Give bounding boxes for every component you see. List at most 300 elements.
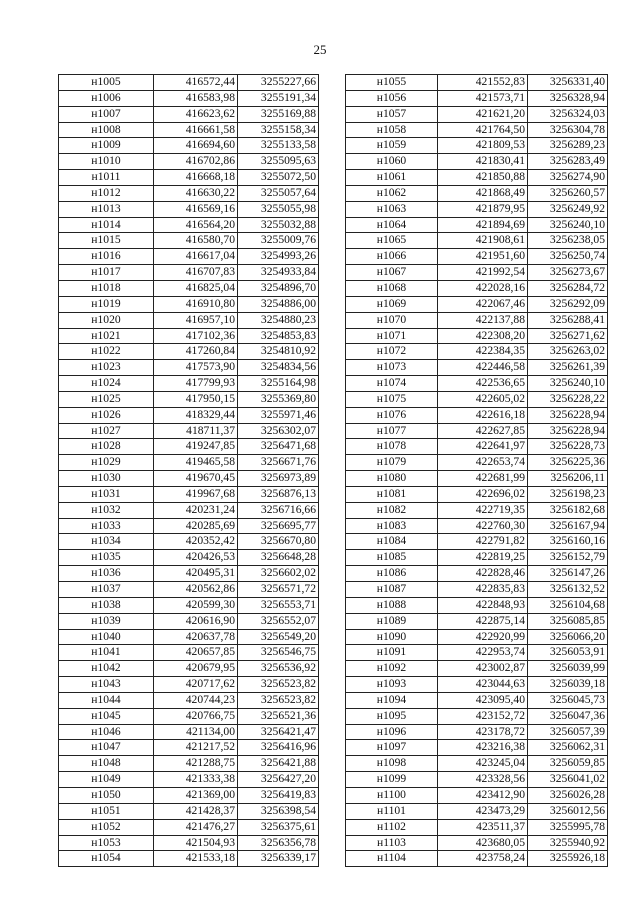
table-row bbox=[346, 201, 608, 217]
y-coordinate-cell: 3256421,88 bbox=[238, 756, 319, 772]
table-row bbox=[59, 138, 319, 154]
table-row bbox=[346, 582, 608, 598]
x-coordinate-cell: 421879,95 bbox=[438, 201, 528, 217]
x-coordinate-cell: 416668,18 bbox=[154, 170, 238, 186]
table-row bbox=[346, 296, 608, 312]
table-row bbox=[346, 217, 608, 233]
y-coordinate-cell: 3256670,80 bbox=[238, 534, 319, 550]
table-row bbox=[59, 835, 319, 851]
table-row bbox=[346, 724, 608, 740]
y-coordinate-cell: 3256695,77 bbox=[238, 518, 319, 534]
y-coordinate-cell: 3256289,23 bbox=[528, 138, 608, 154]
point-id-cell: н1067 bbox=[346, 265, 438, 281]
x-coordinate-cell: 422819,25 bbox=[438, 550, 528, 566]
y-coordinate-cell: 3255971,46 bbox=[238, 407, 319, 423]
table-row bbox=[346, 154, 608, 170]
y-coordinate-cell: 3256240,10 bbox=[528, 376, 608, 392]
x-coordinate-cell: 420352,42 bbox=[154, 534, 238, 550]
y-coordinate-cell: 3254933,84 bbox=[238, 265, 319, 281]
point-id-cell: н1044 bbox=[59, 692, 154, 708]
x-coordinate-cell: 420599,30 bbox=[154, 597, 238, 613]
x-coordinate-cell: 417102,36 bbox=[154, 328, 238, 344]
y-coordinate-cell: 3256104,68 bbox=[528, 597, 608, 613]
table-row bbox=[59, 566, 319, 582]
y-coordinate-cell: 3256160,16 bbox=[528, 534, 608, 550]
table-body-left bbox=[59, 75, 319, 867]
y-coordinate-cell: 3256228,94 bbox=[528, 407, 608, 423]
x-coordinate-cell: 421504,93 bbox=[154, 835, 238, 851]
table-row bbox=[346, 170, 608, 186]
x-coordinate-cell: 421809,53 bbox=[438, 138, 528, 154]
point-id-cell: н1028 bbox=[59, 439, 154, 455]
table-row bbox=[59, 201, 319, 217]
x-coordinate-cell: 420495,31 bbox=[154, 566, 238, 582]
x-coordinate-cell: 418329,44 bbox=[154, 407, 238, 423]
x-coordinate-cell: 416630,22 bbox=[154, 185, 238, 201]
point-id-cell: н1035 bbox=[59, 550, 154, 566]
table-row bbox=[59, 597, 319, 613]
y-coordinate-cell: 3255940,92 bbox=[528, 835, 608, 851]
y-coordinate-cell: 3256238,05 bbox=[528, 233, 608, 249]
point-id-cell: н1079 bbox=[346, 455, 438, 471]
y-coordinate-cell: 3256375,61 bbox=[238, 819, 319, 835]
x-coordinate-cell: 421908,61 bbox=[438, 233, 528, 249]
x-coordinate-cell: 422828,46 bbox=[438, 566, 528, 582]
y-coordinate-cell: 3256271,62 bbox=[528, 328, 608, 344]
point-id-cell: н1104 bbox=[346, 851, 438, 867]
x-coordinate-cell: 421850,88 bbox=[438, 170, 528, 186]
table-row bbox=[346, 597, 608, 613]
table-row bbox=[59, 471, 319, 487]
y-coordinate-cell: 3256260,57 bbox=[528, 185, 608, 201]
y-coordinate-cell: 3256132,52 bbox=[528, 582, 608, 598]
table-row bbox=[59, 360, 319, 376]
y-coordinate-cell: 3256536,92 bbox=[238, 661, 319, 677]
point-id-cell: н1074 bbox=[346, 376, 438, 392]
point-id-cell: н1059 bbox=[346, 138, 438, 154]
x-coordinate-cell: 421830,41 bbox=[438, 154, 528, 170]
y-coordinate-cell: 3256182,68 bbox=[528, 502, 608, 518]
point-id-cell: н1053 bbox=[59, 835, 154, 851]
x-coordinate-cell: 416572,44 bbox=[154, 75, 238, 91]
table-row bbox=[346, 391, 608, 407]
x-coordinate-cell: 421951,60 bbox=[438, 249, 528, 265]
x-coordinate-cell: 421573,71 bbox=[438, 90, 528, 106]
x-coordinate-cell: 423245,04 bbox=[438, 756, 528, 772]
point-id-cell: н1072 bbox=[346, 344, 438, 360]
table-row bbox=[59, 439, 319, 455]
x-coordinate-cell: 420637,78 bbox=[154, 629, 238, 645]
table-row bbox=[59, 455, 319, 471]
table-row bbox=[346, 344, 608, 360]
table-row bbox=[346, 376, 608, 392]
table-row bbox=[346, 185, 608, 201]
point-id-cell: н1102 bbox=[346, 819, 438, 835]
y-coordinate-cell: 3256228,94 bbox=[528, 423, 608, 439]
point-id-cell: н1034 bbox=[59, 534, 154, 550]
y-coordinate-cell: 3256546,75 bbox=[238, 645, 319, 661]
point-id-cell: н1037 bbox=[59, 582, 154, 598]
x-coordinate-cell: 422446,58 bbox=[438, 360, 528, 376]
table-row bbox=[346, 75, 608, 91]
table-row bbox=[59, 106, 319, 122]
point-id-cell: н1068 bbox=[346, 280, 438, 296]
table-row bbox=[346, 280, 608, 296]
y-coordinate-cell: 3256198,23 bbox=[528, 486, 608, 502]
point-id-cell: н1100 bbox=[346, 787, 438, 803]
point-id-cell: н1050 bbox=[59, 787, 154, 803]
point-id-cell: н1007 bbox=[59, 106, 154, 122]
table-row bbox=[346, 407, 608, 423]
point-id-cell: н1023 bbox=[59, 360, 154, 376]
x-coordinate-cell: 423758,24 bbox=[438, 851, 528, 867]
x-coordinate-cell: 416702,86 bbox=[154, 154, 238, 170]
table-row bbox=[59, 265, 319, 281]
point-id-cell: н1076 bbox=[346, 407, 438, 423]
x-coordinate-cell: 421476,27 bbox=[154, 819, 238, 835]
x-coordinate-cell: 422875,14 bbox=[438, 613, 528, 629]
point-id-cell: н1005 bbox=[59, 75, 154, 91]
x-coordinate-cell: 423178,72 bbox=[438, 724, 528, 740]
point-id-cell: н1017 bbox=[59, 265, 154, 281]
y-coordinate-cell: 3256250,74 bbox=[528, 249, 608, 265]
page-number: 25 bbox=[313, 42, 327, 57]
x-coordinate-cell: 421552,83 bbox=[438, 75, 528, 91]
point-id-cell: н1011 bbox=[59, 170, 154, 186]
x-coordinate-cell: 421764,50 bbox=[438, 122, 528, 138]
y-coordinate-cell: 3256206,11 bbox=[528, 471, 608, 487]
x-coordinate-cell: 422308,20 bbox=[438, 328, 528, 344]
y-coordinate-cell: 3256263,02 bbox=[528, 344, 608, 360]
coordinates-table-right bbox=[345, 74, 608, 867]
x-coordinate-cell: 422641,97 bbox=[438, 439, 528, 455]
y-coordinate-cell: 3255055,98 bbox=[238, 201, 319, 217]
table-row bbox=[59, 154, 319, 170]
y-coordinate-cell: 3256671,76 bbox=[238, 455, 319, 471]
y-coordinate-cell: 3255995,78 bbox=[528, 819, 608, 835]
x-coordinate-cell: 422848,93 bbox=[438, 597, 528, 613]
table-row bbox=[59, 819, 319, 835]
x-coordinate-cell: 422536,65 bbox=[438, 376, 528, 392]
table-row bbox=[59, 629, 319, 645]
table-row bbox=[346, 265, 608, 281]
point-id-cell: н1051 bbox=[59, 803, 154, 819]
x-coordinate-cell: 423511,37 bbox=[438, 819, 528, 835]
table-row bbox=[59, 708, 319, 724]
coordinates-table-left bbox=[58, 74, 319, 867]
table-row bbox=[59, 90, 319, 106]
point-id-cell: н1039 bbox=[59, 613, 154, 629]
y-coordinate-cell: 3256045,73 bbox=[528, 692, 608, 708]
y-coordinate-cell: 3255158,34 bbox=[238, 122, 319, 138]
point-id-cell: н1101 bbox=[346, 803, 438, 819]
point-id-cell: н1040 bbox=[59, 629, 154, 645]
y-coordinate-cell: 3255164,98 bbox=[238, 376, 319, 392]
y-coordinate-cell: 3255227,66 bbox=[238, 75, 319, 91]
point-id-cell: н1031 bbox=[59, 486, 154, 502]
x-coordinate-cell: 416569,16 bbox=[154, 201, 238, 217]
point-id-cell: н1024 bbox=[59, 376, 154, 392]
table-row bbox=[59, 312, 319, 328]
table-row bbox=[346, 613, 608, 629]
x-coordinate-cell: 422953,74 bbox=[438, 645, 528, 661]
y-coordinate-cell: 3256553,71 bbox=[238, 597, 319, 613]
table-row bbox=[59, 613, 319, 629]
x-coordinate-cell: 420616,90 bbox=[154, 613, 238, 629]
x-coordinate-cell: 422719,35 bbox=[438, 502, 528, 518]
point-id-cell: н1042 bbox=[59, 661, 154, 677]
x-coordinate-cell: 422681,99 bbox=[438, 471, 528, 487]
table-row bbox=[59, 534, 319, 550]
x-coordinate-cell: 420717,62 bbox=[154, 677, 238, 693]
table-row bbox=[346, 423, 608, 439]
table-row bbox=[346, 90, 608, 106]
point-id-cell: н1097 bbox=[346, 740, 438, 756]
y-coordinate-cell: 3256284,72 bbox=[528, 280, 608, 296]
y-coordinate-cell: 3256356,78 bbox=[238, 835, 319, 851]
point-id-cell: н1048 bbox=[59, 756, 154, 772]
x-coordinate-cell: 420231,24 bbox=[154, 502, 238, 518]
table-row bbox=[59, 550, 319, 566]
x-coordinate-cell: 420744,23 bbox=[154, 692, 238, 708]
point-id-cell: н1061 bbox=[346, 170, 438, 186]
table-row bbox=[346, 851, 608, 867]
x-coordinate-cell: 422760,30 bbox=[438, 518, 528, 534]
table-row bbox=[59, 170, 319, 186]
point-id-cell: н1075 bbox=[346, 391, 438, 407]
table-row bbox=[59, 692, 319, 708]
y-coordinate-cell: 3256416,96 bbox=[238, 740, 319, 756]
table-row bbox=[59, 645, 319, 661]
table-row bbox=[59, 407, 319, 423]
y-coordinate-cell: 3256288,41 bbox=[528, 312, 608, 328]
x-coordinate-cell: 416623,62 bbox=[154, 106, 238, 122]
x-coordinate-cell: 422384,35 bbox=[438, 344, 528, 360]
point-id-cell: н1080 bbox=[346, 471, 438, 487]
point-id-cell: н1009 bbox=[59, 138, 154, 154]
point-id-cell: н1099 bbox=[346, 772, 438, 788]
x-coordinate-cell: 416580,70 bbox=[154, 233, 238, 249]
point-id-cell: н1069 bbox=[346, 296, 438, 312]
table-row bbox=[346, 835, 608, 851]
y-coordinate-cell: 3256523,82 bbox=[238, 692, 319, 708]
y-coordinate-cell: 3256261,39 bbox=[528, 360, 608, 376]
y-coordinate-cell: 3254896,70 bbox=[238, 280, 319, 296]
table-row bbox=[59, 803, 319, 819]
y-coordinate-cell: 3255369,80 bbox=[238, 391, 319, 407]
point-id-cell: н1010 bbox=[59, 154, 154, 170]
point-id-cell: н1043 bbox=[59, 677, 154, 693]
y-coordinate-cell: 3256274,90 bbox=[528, 170, 608, 186]
point-id-cell: н1098 bbox=[346, 756, 438, 772]
table-row bbox=[346, 550, 608, 566]
x-coordinate-cell: 419465,58 bbox=[154, 455, 238, 471]
y-coordinate-cell: 3256249,92 bbox=[528, 201, 608, 217]
table-row bbox=[59, 740, 319, 756]
x-coordinate-cell: 416564,20 bbox=[154, 217, 238, 233]
table-row bbox=[346, 740, 608, 756]
y-coordinate-cell: 3256147,26 bbox=[528, 566, 608, 582]
y-coordinate-cell: 3256292,09 bbox=[528, 296, 608, 312]
y-coordinate-cell: 3256549,20 bbox=[238, 629, 319, 645]
table-row bbox=[346, 534, 608, 550]
table-row bbox=[346, 803, 608, 819]
y-coordinate-cell: 3256240,10 bbox=[528, 217, 608, 233]
y-coordinate-cell: 3254810,92 bbox=[238, 344, 319, 360]
x-coordinate-cell: 417260,84 bbox=[154, 344, 238, 360]
point-id-cell: н1096 bbox=[346, 724, 438, 740]
y-coordinate-cell: 3256427,20 bbox=[238, 772, 319, 788]
x-coordinate-cell: 416617,04 bbox=[154, 249, 238, 265]
x-coordinate-cell: 420766,75 bbox=[154, 708, 238, 724]
x-coordinate-cell: 420285,69 bbox=[154, 518, 238, 534]
x-coordinate-cell: 423002,87 bbox=[438, 661, 528, 677]
table-row bbox=[346, 439, 608, 455]
y-coordinate-cell: 3256059,85 bbox=[528, 756, 608, 772]
point-id-cell: н1065 bbox=[346, 233, 438, 249]
x-coordinate-cell: 418711,37 bbox=[154, 423, 238, 439]
y-coordinate-cell: 3256039,99 bbox=[528, 661, 608, 677]
table-row bbox=[59, 233, 319, 249]
x-coordinate-cell: 422067,46 bbox=[438, 296, 528, 312]
x-coordinate-cell: 416910,80 bbox=[154, 296, 238, 312]
x-coordinate-cell: 421894,69 bbox=[438, 217, 528, 233]
table-body-right bbox=[346, 75, 608, 867]
y-coordinate-cell: 3256012,56 bbox=[528, 803, 608, 819]
y-coordinate-cell: 3256973,89 bbox=[238, 471, 319, 487]
table-row bbox=[59, 217, 319, 233]
point-id-cell: н1016 bbox=[59, 249, 154, 265]
point-id-cell: н1038 bbox=[59, 597, 154, 613]
point-id-cell: н1054 bbox=[59, 851, 154, 867]
point-id-cell: н1022 bbox=[59, 344, 154, 360]
table-row bbox=[346, 328, 608, 344]
table-row bbox=[346, 787, 608, 803]
point-id-cell: н1070 bbox=[346, 312, 438, 328]
table-row bbox=[346, 360, 608, 376]
point-id-cell: н1029 bbox=[59, 455, 154, 471]
point-id-cell: н1027 bbox=[59, 423, 154, 439]
x-coordinate-cell: 422137,88 bbox=[438, 312, 528, 328]
table-row bbox=[346, 629, 608, 645]
point-id-cell: н1086 bbox=[346, 566, 438, 582]
table-row bbox=[346, 708, 608, 724]
point-id-cell: н1026 bbox=[59, 407, 154, 423]
y-coordinate-cell: 3255009,76 bbox=[238, 233, 319, 249]
y-coordinate-cell: 3256304,78 bbox=[528, 122, 608, 138]
y-coordinate-cell: 3256228,73 bbox=[528, 439, 608, 455]
y-coordinate-cell: 3256419,83 bbox=[238, 787, 319, 803]
x-coordinate-cell: 421369,00 bbox=[154, 787, 238, 803]
point-id-cell: н1081 bbox=[346, 486, 438, 502]
table-row bbox=[346, 312, 608, 328]
table-row bbox=[59, 391, 319, 407]
x-coordinate-cell: 423328,56 bbox=[438, 772, 528, 788]
point-id-cell: н1049 bbox=[59, 772, 154, 788]
table-row bbox=[346, 772, 608, 788]
point-id-cell: н1045 bbox=[59, 708, 154, 724]
x-coordinate-cell: 420426,53 bbox=[154, 550, 238, 566]
point-id-cell: н1030 bbox=[59, 471, 154, 487]
y-coordinate-cell: 3256302,07 bbox=[238, 423, 319, 439]
y-coordinate-cell: 3256523,82 bbox=[238, 677, 319, 693]
point-id-cell: н1092 bbox=[346, 661, 438, 677]
table-row bbox=[59, 677, 319, 693]
x-coordinate-cell: 419967,68 bbox=[154, 486, 238, 502]
point-id-cell: н1052 bbox=[59, 819, 154, 835]
point-id-cell: н1018 bbox=[59, 280, 154, 296]
table-row bbox=[59, 518, 319, 534]
point-id-cell: н1046 bbox=[59, 724, 154, 740]
y-coordinate-cell: 3256648,28 bbox=[238, 550, 319, 566]
x-coordinate-cell: 423412,90 bbox=[438, 787, 528, 803]
y-coordinate-cell: 3255095,63 bbox=[238, 154, 319, 170]
x-coordinate-cell: 421333,38 bbox=[154, 772, 238, 788]
x-coordinate-cell: 419247,85 bbox=[154, 439, 238, 455]
point-id-cell: н1082 bbox=[346, 502, 438, 518]
y-coordinate-cell: 3256716,66 bbox=[238, 502, 319, 518]
point-id-cell: н1057 bbox=[346, 106, 438, 122]
x-coordinate-cell: 417573,90 bbox=[154, 360, 238, 376]
x-coordinate-cell: 421992,54 bbox=[438, 265, 528, 281]
point-id-cell: н1032 bbox=[59, 502, 154, 518]
x-coordinate-cell: 422605,02 bbox=[438, 391, 528, 407]
point-id-cell: н1071 bbox=[346, 328, 438, 344]
x-coordinate-cell: 423473,29 bbox=[438, 803, 528, 819]
table-row bbox=[346, 106, 608, 122]
y-coordinate-cell: 3254834,56 bbox=[238, 360, 319, 376]
x-coordinate-cell: 423216,38 bbox=[438, 740, 528, 756]
x-coordinate-cell: 416707,83 bbox=[154, 265, 238, 281]
point-id-cell: н1008 bbox=[59, 122, 154, 138]
point-id-cell: н1062 bbox=[346, 185, 438, 201]
table-row bbox=[346, 819, 608, 835]
y-coordinate-cell: 3256047,36 bbox=[528, 708, 608, 724]
point-id-cell: н1095 bbox=[346, 708, 438, 724]
table-row bbox=[59, 249, 319, 265]
table-row bbox=[59, 344, 319, 360]
x-coordinate-cell: 417950,15 bbox=[154, 391, 238, 407]
x-coordinate-cell: 423680,05 bbox=[438, 835, 528, 851]
table-row bbox=[346, 661, 608, 677]
table-row bbox=[59, 724, 319, 740]
y-coordinate-cell: 3256398,54 bbox=[238, 803, 319, 819]
y-coordinate-cell: 3256521,36 bbox=[238, 708, 319, 724]
table-row bbox=[346, 233, 608, 249]
x-coordinate-cell: 422835,83 bbox=[438, 582, 528, 598]
point-id-cell: н1006 bbox=[59, 90, 154, 106]
y-coordinate-cell: 3255926,18 bbox=[528, 851, 608, 867]
y-coordinate-cell: 3256421,47 bbox=[238, 724, 319, 740]
x-coordinate-cell: 421288,75 bbox=[154, 756, 238, 772]
table-row bbox=[59, 296, 319, 312]
point-id-cell: н1084 bbox=[346, 534, 438, 550]
y-coordinate-cell: 3255169,88 bbox=[238, 106, 319, 122]
point-id-cell: н1078 bbox=[346, 439, 438, 455]
y-coordinate-cell: 3256039,18 bbox=[528, 677, 608, 693]
y-coordinate-cell: 3254853,83 bbox=[238, 328, 319, 344]
x-coordinate-cell: 421134,00 bbox=[154, 724, 238, 740]
point-id-cell: н1036 bbox=[59, 566, 154, 582]
table-row bbox=[346, 692, 608, 708]
y-coordinate-cell: 3255057,64 bbox=[238, 185, 319, 201]
table-row bbox=[59, 787, 319, 803]
y-coordinate-cell: 3256571,72 bbox=[238, 582, 319, 598]
y-coordinate-cell: 3256331,40 bbox=[528, 75, 608, 91]
point-id-cell: н1083 bbox=[346, 518, 438, 534]
point-id-cell: н1047 bbox=[59, 740, 154, 756]
table-row bbox=[59, 423, 319, 439]
